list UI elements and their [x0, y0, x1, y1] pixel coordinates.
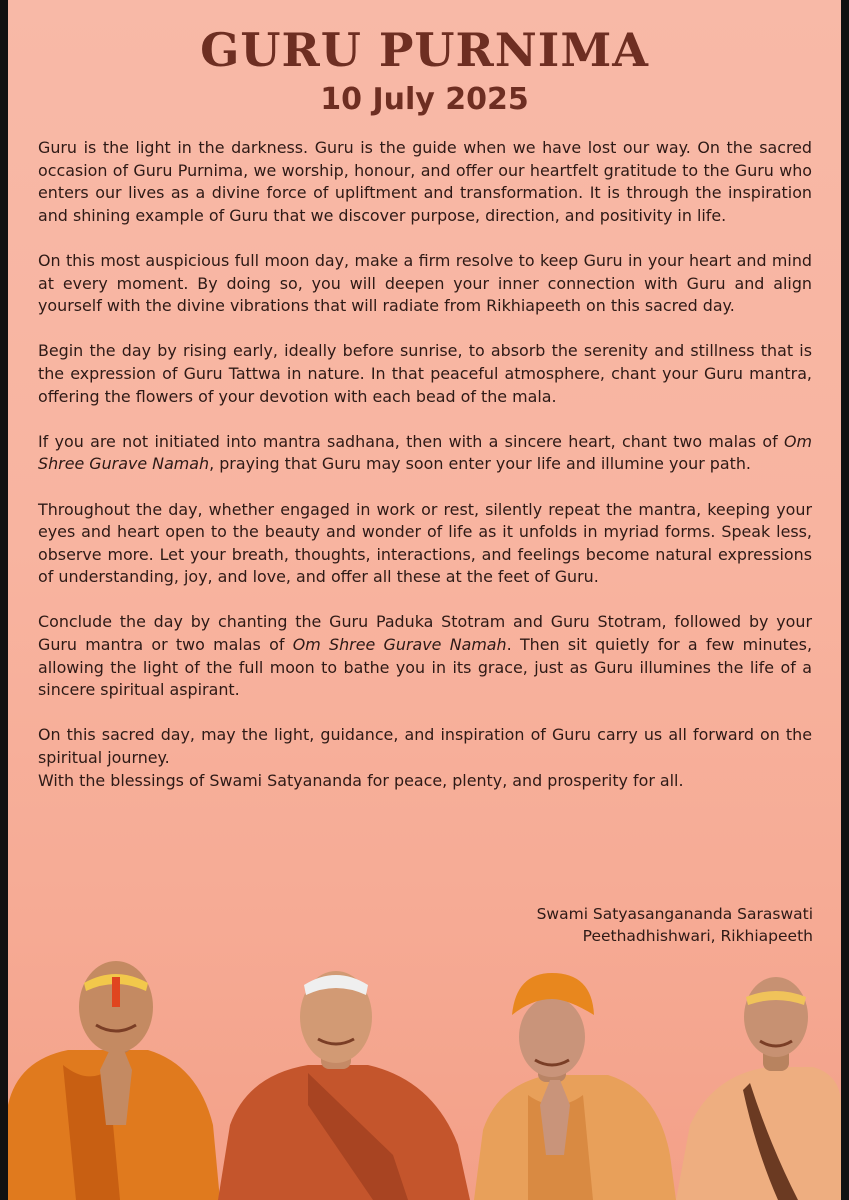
flyer-page	[8, 0, 841, 1200]
guru-figure-2	[218, 971, 470, 1200]
gurus-photo-strip	[8, 955, 841, 1200]
paragraph-8: With the blessings of Swami Satyananda for peace, plenty, and prosperity for all.	[38, 770, 684, 790]
paragraph-6-text-b: . Then sit quietly for a few minutes, allowing the light of the full moon to bathe you in its grace, just as Guru illumines the life of a sincere spiritual aspirant.	[38, 635, 813, 700]
message-body	[38, 137, 812, 792]
mantra-text: Om Shree Gurave Namah	[38, 431, 812, 474]
event-date: 10 July 2025	[320, 82, 529, 117]
paragraph-4-text-a: If you are not initiated into mantra sadhana, then with a sincere heart, chant two malas of	[38, 431, 784, 451]
guru-figure-1	[8, 961, 220, 1200]
guru-figure-3	[474, 973, 676, 1200]
paragraph-6-text-a: Conclude the day by chanting the Guru Paduka Stotram and Guru Stotram, followed by your Guru mantra or two malas of	[38, 612, 812, 655]
paragraph-3: Begin the day by rising early, ideally before sunrise, to absorb the serenity and stillness that is the expression of Guru Tattwa in nature. In that peaceful atmosphere, chant your Guru mantra, offering the flowers of your devotion with each bead of the mala.	[38, 341, 812, 406]
paragraph-7: On this sacred day, may the light, guidance, and inspiration of Guru carry us all forward on the spiritual journey.	[38, 725, 812, 768]
signature-block	[537, 903, 813, 947]
paragraph-5: Throughout the day, whether engaged in work or rest, silently repeat the mantra, keeping your eyes and heart open to the beauty and wonder of life as it unfolds in myriad forms. Speak less, observe more. Let your breath, thoughts, interactions, and feelings become natural expressions of understanding, joy, and love, and offer all these at the feet of Guru.	[38, 499, 812, 587]
paragraph-4-text-b: , praying that Guru may soon enter your life and illumine your path.	[209, 454, 751, 474]
mantra-text: Om Shree Gurave Namah	[292, 635, 507, 655]
paragraph-6	[38, 611, 812, 701]
page-title: GURU PURNIMA	[200, 23, 649, 77]
guru-figure-4	[676, 977, 841, 1200]
signature-name: Swami Satyasangananda Saraswati	[536, 905, 813, 923]
paragraph-1: Guru is the light in the darkness. Guru is the guide when we have lost our way. On the sacred occasion of Guru Purnima, we worship, honour, and offer our heartfelt gratitude to the Guru who enters our lives as a divine force of upliftment and transformation. It is through the inspiration and shining example of Guru that we discover purpose, direction, and positivity in life.	[38, 138, 812, 225]
signature-title: Peethadhishwari, Rikhiapeeth	[582, 927, 813, 945]
paragraph-2: On this most auspicious full moon day, make a firm resolve to keep Guru in your heart and mind at every moment. By doing so, you will deepen your inner connection with Guru and align yourself with the divine vibrations that will radiate from Rikhiapeeth on this sacred day.	[38, 250, 812, 316]
paragraph-4	[38, 431, 812, 476]
